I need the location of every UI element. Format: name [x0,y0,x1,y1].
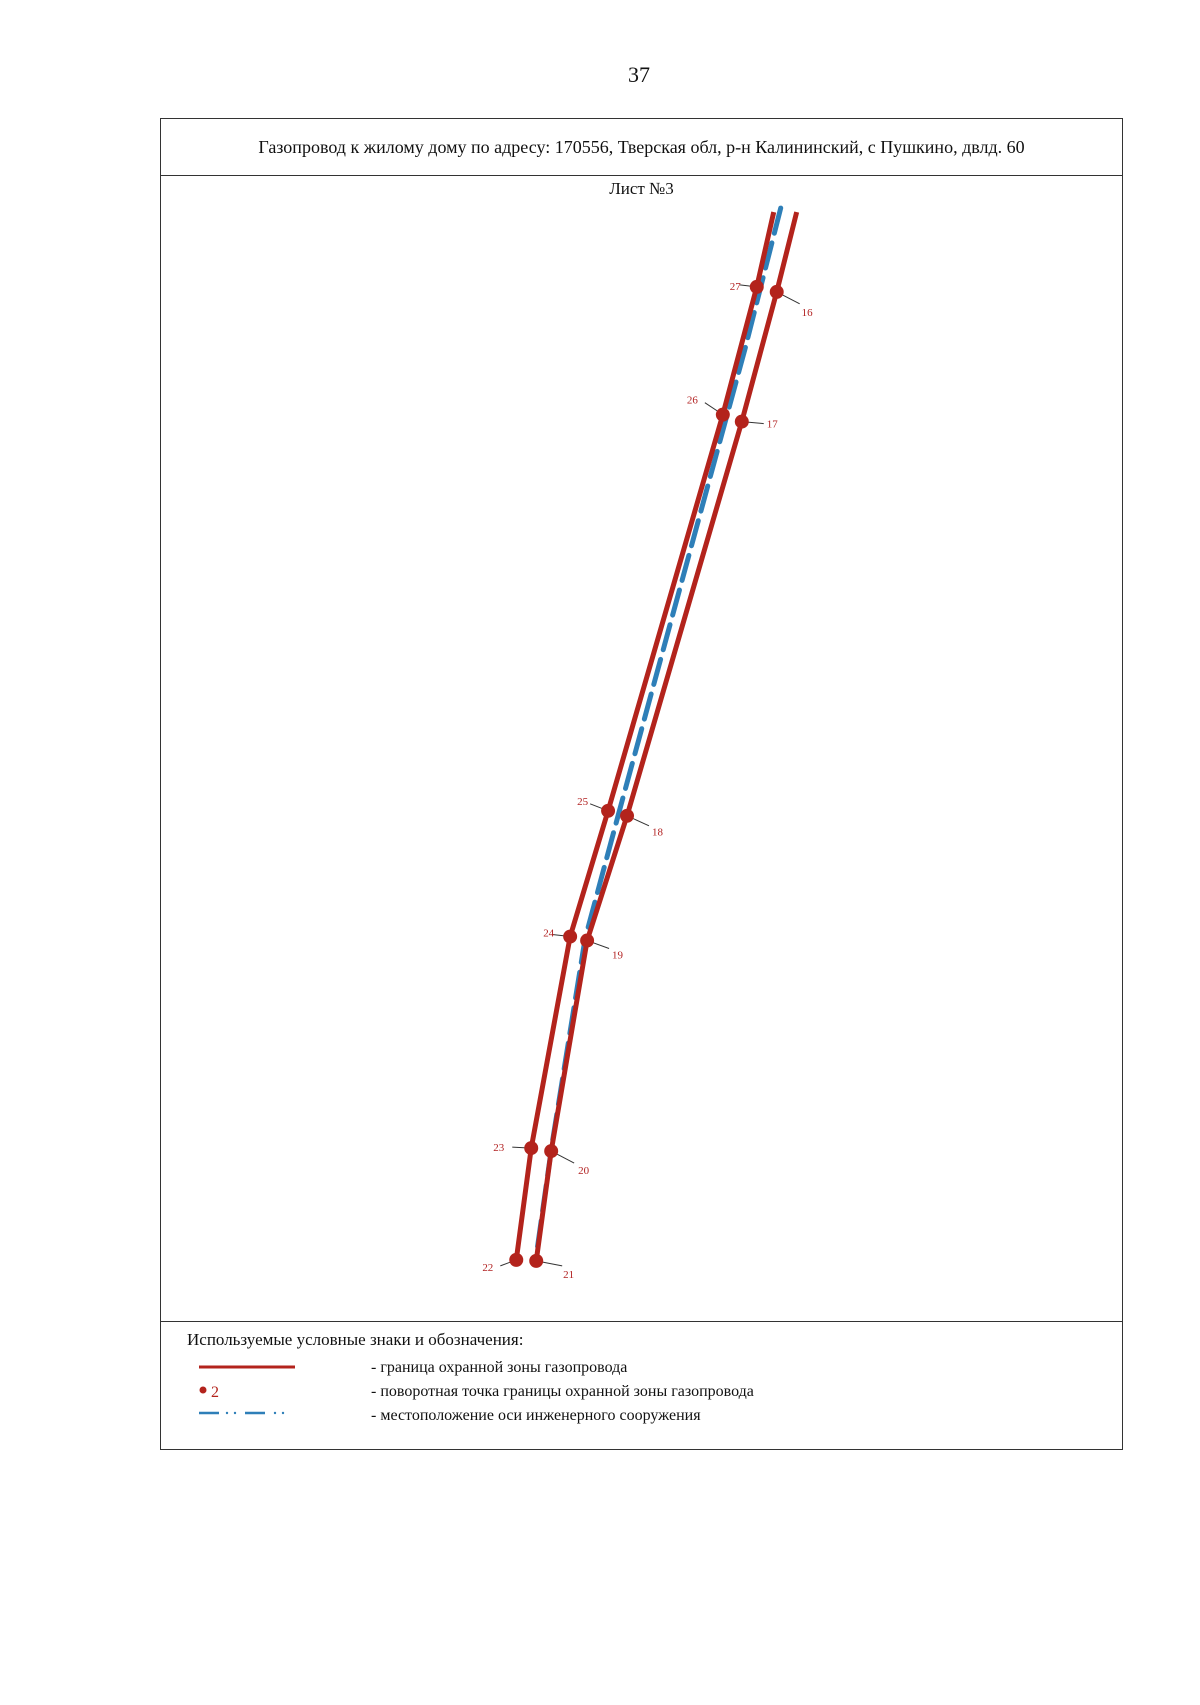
point-leader-lines [500,285,799,1266]
legend-text-boundary: - граница охранной зоны газопровода [371,1359,628,1376]
point-label-27: 27 [729,280,741,293]
protection-zone-boundary-right [536,212,796,1261]
point-25-marker [601,804,615,818]
legend-point-sample-label: 2 [211,1384,219,1401]
point-label-23: 23 [493,1142,505,1155]
legend-row-point [161,1383,1122,1405]
legend-text-point: - поворотная точка границы охранной зоны газопровода [371,1383,754,1400]
turning-points [509,280,783,1268]
point-27-marker [750,280,764,294]
point-label-21: 21 [563,1268,575,1281]
point-19-marker [580,934,594,948]
pipeline-axis-line [537,208,780,1249]
red-point-symbol [199,1383,299,1405]
legend-title: Используемые условные знаки и обозначения: [187,1330,524,1349]
point-20-marker [544,1144,558,1158]
point-18-marker [620,809,634,823]
point-label-20: 20 [578,1165,590,1178]
red-line-symbol [199,1359,299,1381]
point-16-marker [770,285,784,299]
pipeline-map [161,119,1122,1321]
point-label-22: 22 [482,1261,494,1274]
map-sheet-frame [160,118,1123,1450]
point-26-marker [716,408,730,422]
point-label-18: 18 [651,826,663,839]
point-17-marker [735,415,749,429]
point-label-19: 19 [612,949,624,962]
point-label-16: 16 [801,306,813,319]
point-24-marker [563,930,577,944]
page-number: 37 [628,62,650,87]
legend-row-boundary [161,1359,1122,1381]
legend-row-axis [161,1407,1122,1429]
point-label-17: 17 [766,418,778,431]
sheet-number-label: Лист №3 [609,179,674,198]
point-21-marker [529,1254,543,1268]
point-23-marker [524,1141,538,1155]
legend [161,1321,1122,1451]
blue-dash-dot-symbol [199,1407,299,1429]
point-label-24: 24 [543,927,555,940]
point-22-marker [509,1253,523,1267]
protection-zone-boundary-left [516,212,773,1260]
point-label-25: 25 [577,795,589,808]
point-label-26: 26 [686,394,698,407]
legend-text-axis: - местоположение оси инженерного сооружения [371,1407,701,1424]
sheet-title: Газопровод к жилому дому по адресу: 170556, Тверская обл, р-н Калининский, с Пушкино, двлд. 60 [161,119,1122,176]
